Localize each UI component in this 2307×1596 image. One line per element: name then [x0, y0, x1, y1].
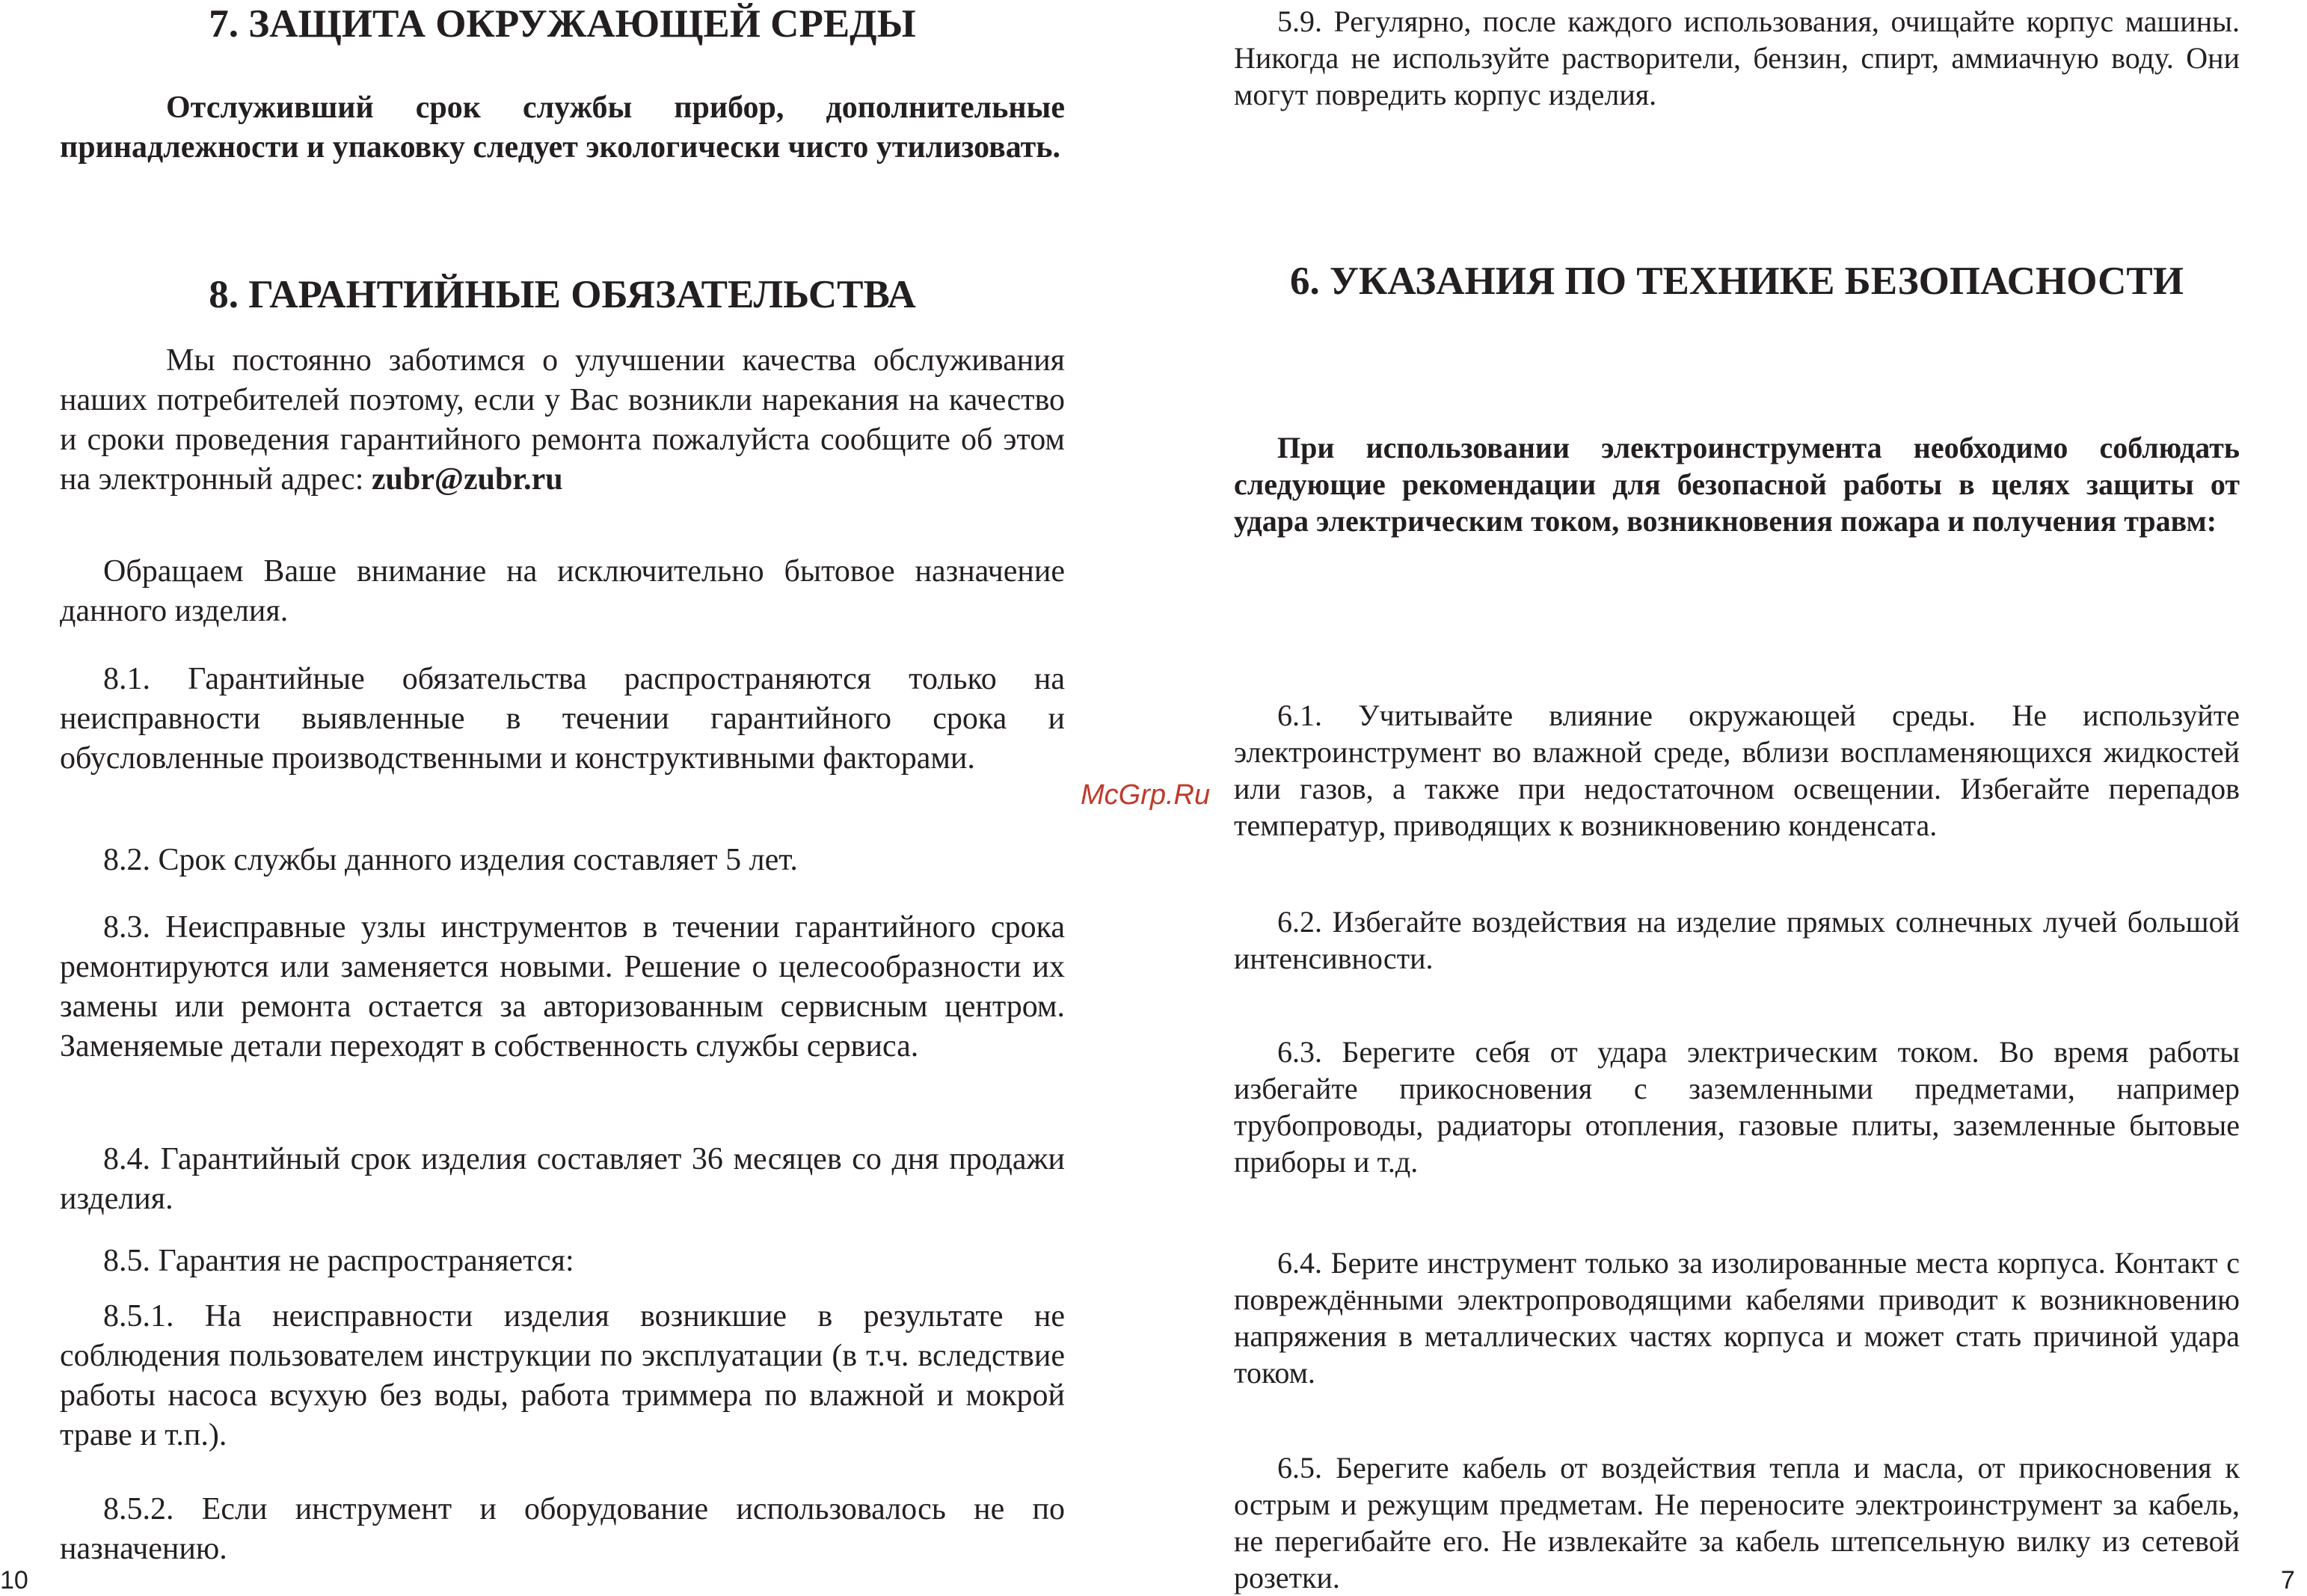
watermark-text: McGrp.Ru: [1081, 779, 1211, 811]
section-7-text: Отслуживший срок службы прибор, дополнительные принадлежности и упаковку следует экологически чисто утилизовать.: [60, 90, 1065, 165]
clause-6-2: 6.2. Избегайте воздействия на изделие прямых солнечных лучей большой интенсивности.: [1234, 905, 2240, 975]
clause-8-5: 8.5. Гарантия не распространяется:: [103, 1244, 574, 1278]
email-address: zubr@zubr.ru: [371, 462, 563, 497]
clause-8-5-2: 8.5.2. Если инструмент и оборудование использовалось не по назначению.: [60, 1492, 1065, 1566]
clause-6-5: 6.5. Берегите кабель от воздействия тепла и масла, от прикосновения к острым и режущим предметам. Не переносите электроинструмент за кабель, не перегибайте его. Не извлекайте за кабель штепсельную вилку из сетевой розетки.: [1234, 1451, 2240, 1595]
clause-5-9: 5.9. Регулярно, после каждого использования, очищайте корпус машины. Никогда не используйте растворители, бензин, спирт, аммиачную воду. Они могут повредить корпус изделия.: [1234, 4, 2240, 111]
clause-8-4: 8.4. Гарантийный срок изделия составляет 36 месяцев со дня продажи изделия.: [60, 1142, 1065, 1216]
household-notice: Обращаем Ваше внимание на исключительно бытовое назначение данного изделия.: [60, 554, 1065, 628]
section-6-title: 6. УКАЗАНИЯ ПО ТЕХНИКЕ БЕЗОПАСНОСТИ: [1290, 260, 2184, 303]
clause-6-3: 6.3. Берегите себя от удара электрическим током. Во время работы избегайте прикосновения с заземленными предметами, например трубопроводы, радиаторы отопления, газовые плиты, заземленные бытовые приборы и т.д.: [1234, 1035, 2240, 1179]
clause-6-1: 6.1. Учитывайте влияние окружающей среды. Не используйте электроинструмент во влажной среде, вблизи воспламеняющихся жидкостей или газов, а также при недостаточном освещении. Избегайте перепадов температур, приводящих к возникновению конденсата.: [1234, 699, 2240, 842]
clause-8-5-1: 8.5.1. На неисправности изделия возникшие в результате не соблюдения пользователем инструкции по эксплуатации (в т.ч. вследствие работы насоса всухую без воды, работа триммера по влажной и мокрой траве и т.п.).: [60, 1299, 1065, 1452]
section-8-title: 8. ГАРАНТИЙНЫЕ ОБЯЗАТЕЛЬСТВА: [209, 273, 916, 316]
clause-8-1: 8.1. Гарантийные обязательства распространяются только на неисправности выявленные в течении гарантийного срока и обусловленные производственными и конструктивными факторами.: [60, 662, 1065, 776]
warranty-intro: [60, 341, 1065, 500]
clause-8-3: 8.3. Неисправные узлы инструментов в течении гарантийного срока ремонтируются или заменяется новыми. Решение о целесообразности их замены или ремонта остается за авторизованным сервисным центром. Заменяемые детали переходят в собственность службы сервиса.: [60, 910, 1065, 1064]
clause-8-2: 8.2. Срок службы данного изделия составляет 5 лет.: [103, 843, 798, 877]
page-number-right: 7: [2281, 1566, 2295, 1595]
section-7-title: 7. ЗАЩИТА ОКРУЖАЮЩЕЙ СРЕДЫ: [209, 2, 916, 46]
warranty-intro-text: Мы постоянно заботимся о улучшении качества обслуживания наших потребителей поэтому, если у Вас возникли нарекания на качество и сроки проведения гарантийного ремонта пожалуйста сообщите об этом на электронный адрес:: [60, 343, 1065, 497]
page-number-left: 10: [0, 1566, 28, 1595]
safety-intro: При использовании электроинструмента необходимо соблюдать следующие рекомендации для безопасной работы в целях защиты от удара электрическим током, возникновения пожара и получения травм:: [1234, 431, 2240, 538]
clause-6-4: 6.4. Берите инструмент только за изолированные места корпуса. Контакт с повреждёнными электропроводящими кабелями приводит к возникновению напряжения в металлических частях корпуса и может стать причиной удара током.: [1234, 1246, 2240, 1390]
